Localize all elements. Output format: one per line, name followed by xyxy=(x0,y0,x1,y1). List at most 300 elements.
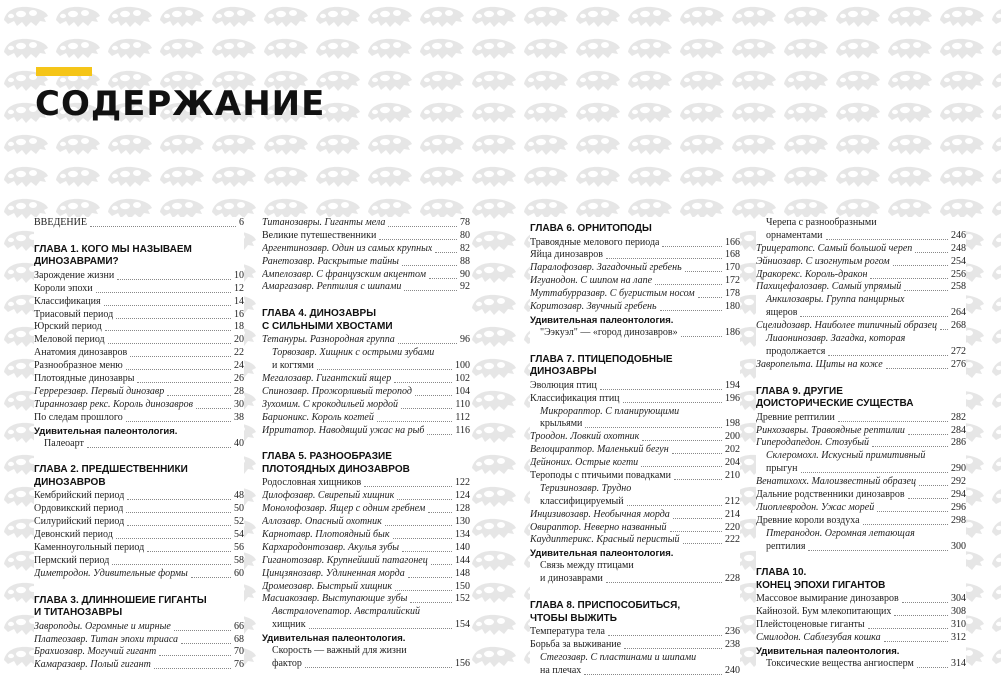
toc-entry-title: Кархародонтозавр. Акулья зубы xyxy=(262,541,400,553)
toc-entry-title: Титанозавры. Гиганты мела xyxy=(262,217,386,228)
toc-entry-page-number: 248 xyxy=(951,242,966,254)
dot-leader xyxy=(683,534,722,544)
toc-entry-title: на плечах xyxy=(540,664,582,676)
toc-column-4 xyxy=(756,217,966,671)
toc-entry-page-number: 22 xyxy=(234,347,244,359)
toc-entry-page-number: 210 xyxy=(725,469,740,481)
toc-entry-page-number: 284 xyxy=(951,424,966,436)
toc-entry-page-number: 168 xyxy=(725,249,740,261)
toc-entry[interactable] xyxy=(34,412,244,425)
chapter-heading-line: ГЛАВА 2. ПРЕДШЕСТВЕННИКИ xyxy=(34,464,188,476)
toc-entry[interactable] xyxy=(262,516,470,529)
toc-entry-title: Великие путешественники xyxy=(262,229,377,241)
dot-leader xyxy=(398,334,457,344)
toc-entry-first-line: Австралоvenатор. Австралийский xyxy=(272,606,421,618)
toc-entry-page-number: 276 xyxy=(951,358,966,370)
toc-column-3 xyxy=(530,217,740,678)
toc-entry-page-number: 40 xyxy=(234,437,244,449)
dot-leader xyxy=(181,634,231,644)
toc-entry-page-number: 66 xyxy=(234,620,244,632)
toc-entry[interactable] xyxy=(530,431,740,444)
toc-entry-title: Лиоплевродон. Ужас морей xyxy=(756,501,875,513)
section-spacer xyxy=(530,586,740,594)
toc-entry-page-number: 170 xyxy=(725,262,740,274)
toc-entry[interactable] xyxy=(756,425,966,438)
dot-leader xyxy=(919,476,948,486)
toc-entry[interactable] xyxy=(262,490,470,503)
dot-leader xyxy=(410,593,452,603)
toc-entry[interactable] xyxy=(530,470,740,483)
toc-entry-page-number: 90 xyxy=(460,268,470,280)
dot-leader xyxy=(606,573,722,583)
dot-leader xyxy=(96,283,231,293)
toc-entry[interactable] xyxy=(530,262,740,275)
toc-entry-title: Завропельта. Щиты на коже xyxy=(756,358,883,370)
toc-entry-page-number: 308 xyxy=(951,606,966,618)
toc-entry-title: Каудиптерикс. Красный перистый xyxy=(530,534,680,546)
chapter-heading-line: ГЛАВА 6. ОРНИТОПОДЫ xyxy=(530,223,652,234)
toc-entry-first-line: Стегозавр. С пластинами и шипами xyxy=(540,651,697,663)
section-spacer xyxy=(756,372,966,380)
dot-leader xyxy=(105,321,231,331)
toc-entry-page-number: 286 xyxy=(951,437,966,449)
dot-leader xyxy=(402,542,452,552)
toc-entry-page-number: 6 xyxy=(239,217,244,228)
toc-entry-title: Ампелозавр. С французским акцентом xyxy=(262,268,426,280)
toc-entry-first-line: Торвозавр. Хищник с острыми зубами xyxy=(272,347,435,359)
toc-entry-title: Древние рептилии xyxy=(756,411,835,423)
dot-leader xyxy=(673,509,722,519)
toc-entry[interactable] xyxy=(34,217,244,230)
toc-entry-page-number: 28 xyxy=(234,385,244,397)
toc-entry-page-number: 222 xyxy=(725,534,740,546)
toc-entry[interactable] xyxy=(756,619,966,632)
toc-entry-title: и динозаврами xyxy=(540,573,603,585)
dot-leader xyxy=(826,230,948,240)
toc-entry[interactable] xyxy=(34,347,244,360)
toc-entry-title: Силурийский период xyxy=(34,516,125,528)
toc-entry-title: Плотоядные динозавры xyxy=(34,373,135,385)
toc-entry[interactable] xyxy=(262,658,470,671)
dot-leader xyxy=(940,320,948,330)
toc-entry-page-number: 152 xyxy=(455,593,470,605)
toc-entry-page-number: 298 xyxy=(951,514,966,526)
toc-entry-title: Трицератопс. Самый большой череп xyxy=(756,242,913,254)
toc-entry[interactable] xyxy=(262,555,470,568)
toc-entry-page-number: 272 xyxy=(951,345,966,357)
toc-entry-title: Родословная хищников xyxy=(262,477,362,489)
dot-leader xyxy=(126,412,231,422)
toc-entry-title: Меловой период xyxy=(34,334,105,346)
dot-leader xyxy=(431,555,452,565)
toc-entry-title: Цинцзянозавр. Удлиненная морда xyxy=(262,567,405,579)
toc-entry-title: Ранетозавр. Раскрытые тайны xyxy=(262,255,399,267)
toc-entry[interactable] xyxy=(530,327,740,340)
toc-entry-page-number: 304 xyxy=(951,593,966,605)
toc-entry-page-number: 166 xyxy=(725,236,740,248)
toc-entry-title: Сцелидозавр. Наиболее типичный образец xyxy=(756,320,937,332)
toc-entry[interactable] xyxy=(756,541,966,554)
toc-entry-page-number: 204 xyxy=(725,457,740,469)
chapter-heading-line: ЧТОБЫ ВЫЖИТЬ xyxy=(530,612,617,624)
dot-leader xyxy=(800,307,948,317)
toc-entry-title: прыгун xyxy=(766,463,798,475)
toc-entry[interactable] xyxy=(530,573,740,586)
toc-entry-title: Троодон. Ловкий охотник xyxy=(530,431,640,443)
toc-entry-title: орнаментами xyxy=(766,229,823,241)
dot-leader xyxy=(404,281,457,291)
dot-leader xyxy=(908,489,948,499)
toc-entry[interactable] xyxy=(756,359,966,372)
toc-entry-title: Дракорекс. Король-дракон xyxy=(756,268,868,280)
dot-leader xyxy=(394,373,452,383)
toc-entry[interactable] xyxy=(262,593,470,606)
toc-entry-title: Классификация xyxy=(34,295,101,307)
dot-leader xyxy=(395,581,452,591)
dot-leader xyxy=(428,503,452,513)
toc-entry-page-number: 76 xyxy=(234,659,244,671)
toc-entry[interactable] xyxy=(34,659,244,672)
toc-entry[interactable] xyxy=(34,621,244,634)
toc-entry[interactable] xyxy=(530,288,740,301)
toc-entry[interactable] xyxy=(262,334,470,347)
dot-leader xyxy=(886,359,948,369)
toc-entry[interactable] xyxy=(262,529,470,542)
toc-entry-title: Смилодон. Саблезубая кошка xyxy=(756,632,881,644)
toc-entry-title: Яйца динозавров xyxy=(530,249,603,261)
toc-entry-page-number: 180 xyxy=(725,300,740,312)
toc-entry[interactable] xyxy=(34,270,244,283)
toc-entry-title: Массовое вымирание динозавров xyxy=(756,593,899,605)
toc-entry[interactable] xyxy=(530,301,740,314)
toc-entry[interactable] xyxy=(34,634,244,647)
dot-leader xyxy=(828,346,948,356)
toc-entry-title: Аргентинозавр. Один из самых крупных xyxy=(262,242,433,254)
toc-entry[interactable] xyxy=(262,412,470,425)
toc-entry-page-number: 38 xyxy=(234,411,244,423)
toc-entry[interactable] xyxy=(34,360,244,373)
toc-entry[interactable] xyxy=(530,457,740,470)
toc-entry[interactable] xyxy=(262,477,470,490)
toc-entry-page-number: 104 xyxy=(455,385,470,397)
chapter-heading xyxy=(34,244,244,269)
dot-leader xyxy=(126,503,231,513)
toc-entry[interactable] xyxy=(530,639,740,652)
toc-entry-page-number: 12 xyxy=(234,282,244,294)
section-subheading: Удивительная палеонтология. xyxy=(530,314,674,326)
toc-entry-page-number: 112 xyxy=(455,411,470,423)
toc-entry[interactable] xyxy=(756,658,966,671)
toc-entry-page-number: 26 xyxy=(234,373,244,385)
dot-leader xyxy=(674,470,722,480)
toc-entry[interactable] xyxy=(262,568,470,581)
toc-entry[interactable] xyxy=(262,360,470,373)
chapter-heading-line: КОНЕЦ ЭПОХИ ГИГАНТОВ xyxy=(756,579,886,591)
toc-entry-page-number: 20 xyxy=(234,334,244,346)
dot-leader xyxy=(698,288,722,298)
dot-leader xyxy=(191,568,231,578)
toc-entry-title: Карнотавр. Плотоядный бык xyxy=(262,529,390,541)
toc-entry-title: Монолофозавр. Ящер с одним гребнем xyxy=(262,503,426,515)
toc-entry[interactable] xyxy=(756,269,966,282)
toc-entry[interactable] xyxy=(530,275,740,288)
toc-entry-page-number: 202 xyxy=(725,444,740,456)
dot-leader xyxy=(401,399,452,409)
toc-entry[interactable] xyxy=(530,444,740,457)
toc-entry-first-line: Микрораптор. С планирующими xyxy=(540,405,680,417)
toc-entry-page-number: 54 xyxy=(234,529,244,541)
toc-entry[interactable] xyxy=(756,346,966,359)
dot-leader xyxy=(801,463,948,473)
toc-entry-title: Пахицефалозавр. Самый упрямый xyxy=(756,281,902,293)
toc-entry[interactable] xyxy=(262,581,470,594)
chapter-heading xyxy=(262,451,470,476)
toc-entry[interactable] xyxy=(34,555,244,568)
dot-leader xyxy=(379,230,457,240)
toc-entry[interactable] xyxy=(262,269,470,282)
dot-leader xyxy=(137,373,231,383)
toc-entry[interactable] xyxy=(34,373,244,386)
toc-entry-page-number: 56 xyxy=(234,542,244,554)
toc-entry-title: фактор xyxy=(272,658,302,670)
chapter-heading-line: ДИНОЗАВРАМИ? xyxy=(34,256,119,268)
toc-entry[interactable] xyxy=(262,230,470,243)
chapter-heading-line: И ТИТАНОЗАВРЫ xyxy=(34,607,123,619)
toc-entry-title: Кембрийский период xyxy=(34,490,125,502)
chapter-heading-line: ГЛАВА 10. xyxy=(756,567,807,579)
toc-entry[interactable] xyxy=(530,496,740,509)
toc-entry[interactable] xyxy=(262,281,470,294)
dot-leader xyxy=(672,444,722,454)
toc-entry-title: Дейноних. Острые когти xyxy=(530,457,639,469)
dot-leader xyxy=(908,425,948,435)
toc-entry[interactable] xyxy=(34,334,244,347)
toc-entry[interactable] xyxy=(756,256,966,269)
toc-entry[interactable] xyxy=(262,243,470,256)
toc-entry[interactable] xyxy=(756,593,966,606)
toc-entry[interactable] xyxy=(34,490,244,503)
dot-leader xyxy=(402,256,457,266)
toc-column-1 xyxy=(34,217,244,672)
toc-entry[interactable] xyxy=(530,249,740,262)
chapter-heading xyxy=(530,354,740,379)
toc-entry-title: Паралофозавр. Загадочный гребень xyxy=(530,262,682,274)
chapter-heading-line: ГЛАВА 1. КОГО МЫ НАЗЫВАЕМ xyxy=(34,243,192,255)
toc-entry[interactable] xyxy=(530,626,740,639)
toc-entry[interactable] xyxy=(262,542,470,555)
toc-entry-title: Венатихохх. Малоизвестный образец xyxy=(756,476,916,488)
toc-entry-title: крыльями xyxy=(540,418,583,430)
toc-entry[interactable] xyxy=(756,243,966,256)
toc-entry[interactable] xyxy=(34,283,244,296)
toc-entry[interactable] xyxy=(262,619,470,632)
section-spacer xyxy=(756,553,966,561)
toc-entry[interactable] xyxy=(530,418,740,431)
toc-entry-title: Древние короли воздуха xyxy=(756,514,860,526)
toc-entry[interactable] xyxy=(34,503,244,516)
toc-entry-title: Велоцираптор. Маленький бегун xyxy=(530,444,669,456)
toc-entry-page-number: 30 xyxy=(234,398,244,410)
toc-entry[interactable] xyxy=(530,237,740,250)
toc-entry[interactable] xyxy=(34,321,244,334)
toc-entry-title: Коритозавр. Звучный гребень xyxy=(530,300,657,312)
toc-entry[interactable] xyxy=(34,646,244,659)
toc-entry-page-number: 134 xyxy=(455,529,470,541)
toc-entry[interactable] xyxy=(756,463,966,476)
dot-leader xyxy=(147,542,231,552)
toc-entry-page-number: 50 xyxy=(234,503,244,515)
toc-entry[interactable] xyxy=(756,307,966,320)
dot-leader xyxy=(427,425,452,435)
dot-leader xyxy=(393,529,453,539)
chapter-heading-line: ГЛАВА 3. ДЛИННОШЕИЕ ГИГАНТЫ xyxy=(34,594,207,606)
dot-leader xyxy=(112,555,231,565)
toc-entry[interactable] xyxy=(756,230,966,243)
dot-leader xyxy=(154,659,231,669)
dot-leader xyxy=(670,522,722,532)
toc-entry-title: Анатомия динозавров xyxy=(34,347,128,359)
toc-entry-page-number: 256 xyxy=(951,268,966,280)
toc-entry-page-number: 14 xyxy=(234,295,244,307)
section-spacer xyxy=(262,294,470,302)
toc-entry[interactable] xyxy=(34,529,244,542)
toc-entry-page-number: 264 xyxy=(951,307,966,319)
toc-entry-title: Каменноугольный период xyxy=(34,542,145,554)
toc-entry-title: Тираннозавр рекс. Король динозавров xyxy=(34,398,193,410)
toc-entry-title: Плейстоценовые гиганты xyxy=(756,619,865,631)
chapter-heading xyxy=(530,223,740,236)
toc-entry[interactable] xyxy=(262,425,470,438)
dot-leader xyxy=(808,541,948,551)
toc-entry-title: Эйниозавр. С изогнутым рогом xyxy=(756,255,890,267)
dot-leader xyxy=(627,496,722,506)
toc-entry[interactable] xyxy=(530,380,740,393)
toc-entry-title: Разнообразное меню xyxy=(34,360,123,372)
toc-entry[interactable] xyxy=(34,542,244,555)
dot-leader xyxy=(364,477,452,487)
chapter-heading-line: ДИНОЗАВРОВ xyxy=(34,476,106,488)
toc-entry-page-number: 314 xyxy=(951,658,966,670)
toc-entry[interactable] xyxy=(34,296,244,309)
toc-entry[interactable] xyxy=(262,217,470,230)
toc-entry[interactable] xyxy=(34,568,244,581)
toc-entry[interactable] xyxy=(756,606,966,619)
dot-leader xyxy=(868,619,948,629)
chapter-heading-line: ГЛАВА 8. ПРИСПОСОБИТЬСЯ, xyxy=(530,600,681,612)
toc-entry[interactable] xyxy=(756,489,966,502)
toc-entry-title: Девонский период xyxy=(34,529,113,541)
chapter-heading xyxy=(756,567,966,592)
toc-entry-page-number: 214 xyxy=(725,508,740,520)
dot-leader xyxy=(685,262,722,272)
toc-entry[interactable] xyxy=(262,386,470,399)
toc-entry-first-line: Теризинозавр. Трудно xyxy=(540,482,632,494)
toc-entry[interactable] xyxy=(34,399,244,412)
toc-entry[interactable] xyxy=(756,281,966,294)
toc-entry-page-number: 246 xyxy=(951,229,966,241)
toc-entry-page-number: 200 xyxy=(725,431,740,443)
toc-entry[interactable] xyxy=(756,437,966,450)
toc-entry-title: Кайнозой. Бум млекопитающих xyxy=(756,606,892,618)
toc-entry-title: Амаргазавр. Рептилия с шипами xyxy=(262,281,402,293)
toc-entry[interactable] xyxy=(262,373,470,386)
toc-entry-page-number: 48 xyxy=(234,490,244,502)
toc-entry-title: Герререзавр. Первый динозавр xyxy=(34,385,165,397)
dot-leader xyxy=(127,490,231,500)
toc-entry-first-line: Черепа с разнообразными xyxy=(766,217,877,228)
toc-entry-page-number: 124 xyxy=(455,490,470,502)
toc-entry-first-line: Скорость — важный для жизни xyxy=(272,645,407,657)
dot-leader xyxy=(127,516,231,526)
toc-entry-page-number: 300 xyxy=(951,540,966,552)
toc-entry-title: Борьба за выживание xyxy=(530,638,622,650)
chapter-heading-line: ГЛАВА 5. РАЗНООБРАЗИЕ xyxy=(262,451,392,463)
dot-leader xyxy=(408,568,452,578)
toc-entry-page-number: 294 xyxy=(951,489,966,501)
toc-entry-page-number: 258 xyxy=(951,281,966,293)
toc-entry-title: Аллозавр. Опасный охотник xyxy=(262,516,382,528)
toc-entry-page-number: 96 xyxy=(460,334,470,346)
dot-leader xyxy=(660,301,722,311)
toc-entry-page-number: 52 xyxy=(234,516,244,528)
toc-entry[interactable] xyxy=(756,412,966,425)
dot-leader xyxy=(894,606,948,616)
toc-entry[interactable] xyxy=(262,256,470,269)
toc-entry-page-number: 116 xyxy=(455,424,470,436)
toc-entry-title: Камаразавр. Полый гигант xyxy=(34,659,151,671)
dot-leader xyxy=(317,360,452,370)
chapter-heading xyxy=(34,464,244,489)
toc-entry-page-number: 194 xyxy=(725,379,740,391)
toc-entry[interactable] xyxy=(34,438,244,451)
dot-leader xyxy=(130,347,231,357)
toc-entry-page-number: 220 xyxy=(725,521,740,533)
toc-entry-title: Травоядные мелового периода xyxy=(530,236,660,248)
toc-entry-page-number: 238 xyxy=(725,638,740,650)
toc-entry[interactable] xyxy=(530,522,740,535)
toc-entry[interactable] xyxy=(756,632,966,645)
toc-entry[interactable] xyxy=(262,399,470,412)
toc-entry-page-number: 228 xyxy=(725,573,740,585)
toc-entry-page-number: 282 xyxy=(951,411,966,423)
toc-entry-title: Температура тела xyxy=(530,626,605,638)
toc-entry[interactable] xyxy=(34,386,244,399)
toc-entry[interactable] xyxy=(756,476,966,489)
toc-entry-title: Зарождение жизни xyxy=(34,269,115,281)
toc-entry-page-number: 60 xyxy=(234,567,244,579)
toc-entry[interactable] xyxy=(756,515,966,528)
toc-entry-title: Игуанодон. С шипом на лапе xyxy=(530,275,653,287)
section-spacer xyxy=(530,340,740,348)
dot-leader xyxy=(608,626,722,636)
toc-entry-page-number: 312 xyxy=(951,632,966,644)
toc-entry[interactable] xyxy=(756,320,966,333)
toc-entry-title: Тетануры. Разнородная группа xyxy=(262,334,395,346)
toc-entry-title: Спинозавр. Прожорливый теропод xyxy=(262,385,412,397)
toc-entry[interactable] xyxy=(756,502,966,515)
dot-leader xyxy=(87,438,231,448)
toc-entry[interactable] xyxy=(530,509,740,522)
toc-entry-title: Платеозавр. Титан эпохи триаса xyxy=(34,633,179,645)
toc-entry[interactable] xyxy=(530,534,740,547)
toc-entry[interactable] xyxy=(262,503,470,516)
dot-leader xyxy=(902,593,948,603)
toc-entry[interactable] xyxy=(34,516,244,529)
toc-entry[interactable] xyxy=(34,309,244,322)
toc-entry[interactable] xyxy=(530,393,740,406)
toc-entry-page-number: 122 xyxy=(455,477,470,489)
toc-entry-page-number: 92 xyxy=(460,281,470,293)
